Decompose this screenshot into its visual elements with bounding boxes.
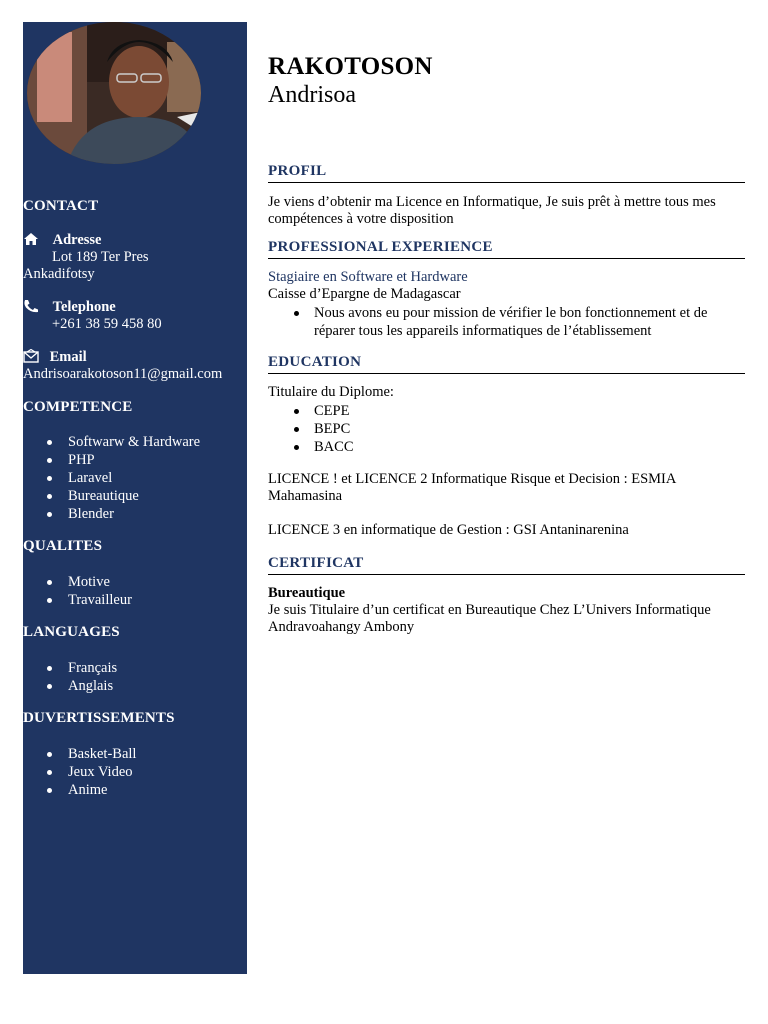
- list-item: PHP: [23, 451, 200, 469]
- education-licence3: LICENCE 3 en informatique de Gestion : GSI Antaninarenina: [268, 522, 629, 538]
- email-value[interactable]: Andrisoarakotoson11@gmail.com: [23, 366, 223, 382]
- list-item: Nous avons eu pour mission de vérifier le bon fonctionnement et de réparer tous les appareils informatiques de l’établissement: [268, 304, 748, 340]
- address-label: Adresse: [52, 232, 102, 248]
- address-line1: Lot 189 Ter Pres: [52, 249, 149, 265]
- phone-icon: [23, 299, 39, 313]
- profil-heading: PROFIL: [268, 163, 745, 183]
- competence-list: [23, 433, 200, 523]
- list-item: Travailleur: [23, 591, 132, 609]
- list-item: Softwarw & Hardware: [23, 433, 200, 451]
- experience-heading: PROFESSIONAL EXPERIENCE: [268, 239, 745, 259]
- phone-value: +261 38 59 458 80: [52, 316, 162, 332]
- address-line2: Ankadifotsy: [23, 266, 95, 282]
- phone-block: [23, 299, 247, 333]
- list-item: Jeux Video: [23, 763, 136, 781]
- email-label: Email: [49, 349, 87, 365]
- list-item: Anime: [23, 781, 136, 799]
- qualites-heading: QUALITES: [23, 538, 103, 554]
- languages-list: [23, 659, 117, 695]
- list-item: Basket-Ball: [23, 745, 136, 763]
- list-item: CEPE: [268, 402, 748, 420]
- address-block: [23, 232, 247, 283]
- list-item: Français: [23, 659, 117, 677]
- home-icon: [23, 232, 39, 246]
- last-name: RAKOTOSON: [268, 53, 433, 80]
- hobbies-heading: DUVERTISSEMENTS: [23, 710, 175, 726]
- competence-heading: COMPETENCE: [23, 399, 133, 415]
- list-item: Motive: [23, 573, 132, 591]
- experience-list: [268, 304, 748, 340]
- experience-title: Stagiaire en Software et Hardware: [268, 269, 468, 285]
- profile-photo: [27, 22, 201, 164]
- list-item: Anglais: [23, 677, 117, 695]
- phone-label: Telephone: [52, 299, 116, 315]
- list-item: BACC: [268, 438, 748, 456]
- list-item: BEPC: [268, 420, 748, 438]
- certificat-title: Bureautique: [268, 585, 346, 601]
- education-intro: Titulaire du Diplome:: [268, 384, 394, 400]
- certificat-heading: CERTIFICAT: [268, 555, 745, 575]
- education-licence12: LICENCE ! et LICENCE 2 Informatique Risque et Decision : ESMIA Mahamasina: [268, 471, 676, 504]
- list-item: Blender: [23, 505, 200, 523]
- diploma-list: [268, 402, 748, 456]
- education-heading: EDUCATION: [268, 354, 745, 374]
- sidebar: [23, 22, 247, 974]
- hobbies-list: [23, 745, 136, 799]
- qualites-list: [23, 573, 132, 609]
- certificat-text: Je suis Titulaire d’un certificat en Bureautique Chez L’Univers Informatique Andravoahangy Ambony: [268, 602, 711, 635]
- languages-heading: LANGUAGES: [23, 624, 120, 640]
- email-icon: [23, 349, 39, 363]
- first-name: Andrisoa: [268, 82, 356, 108]
- experience-company: Caisse d’Epargne de Madagascar: [268, 286, 461, 302]
- profil-text: Je viens d’obtenir ma Licence en Informatique, Je suis prêt à mettre tous mes compétences à votre disposition: [268, 194, 716, 227]
- contact-heading: CONTACT: [23, 198, 99, 214]
- email-block: [23, 349, 247, 383]
- list-item: Laravel: [23, 469, 200, 487]
- list-item: Bureautique: [23, 487, 200, 505]
